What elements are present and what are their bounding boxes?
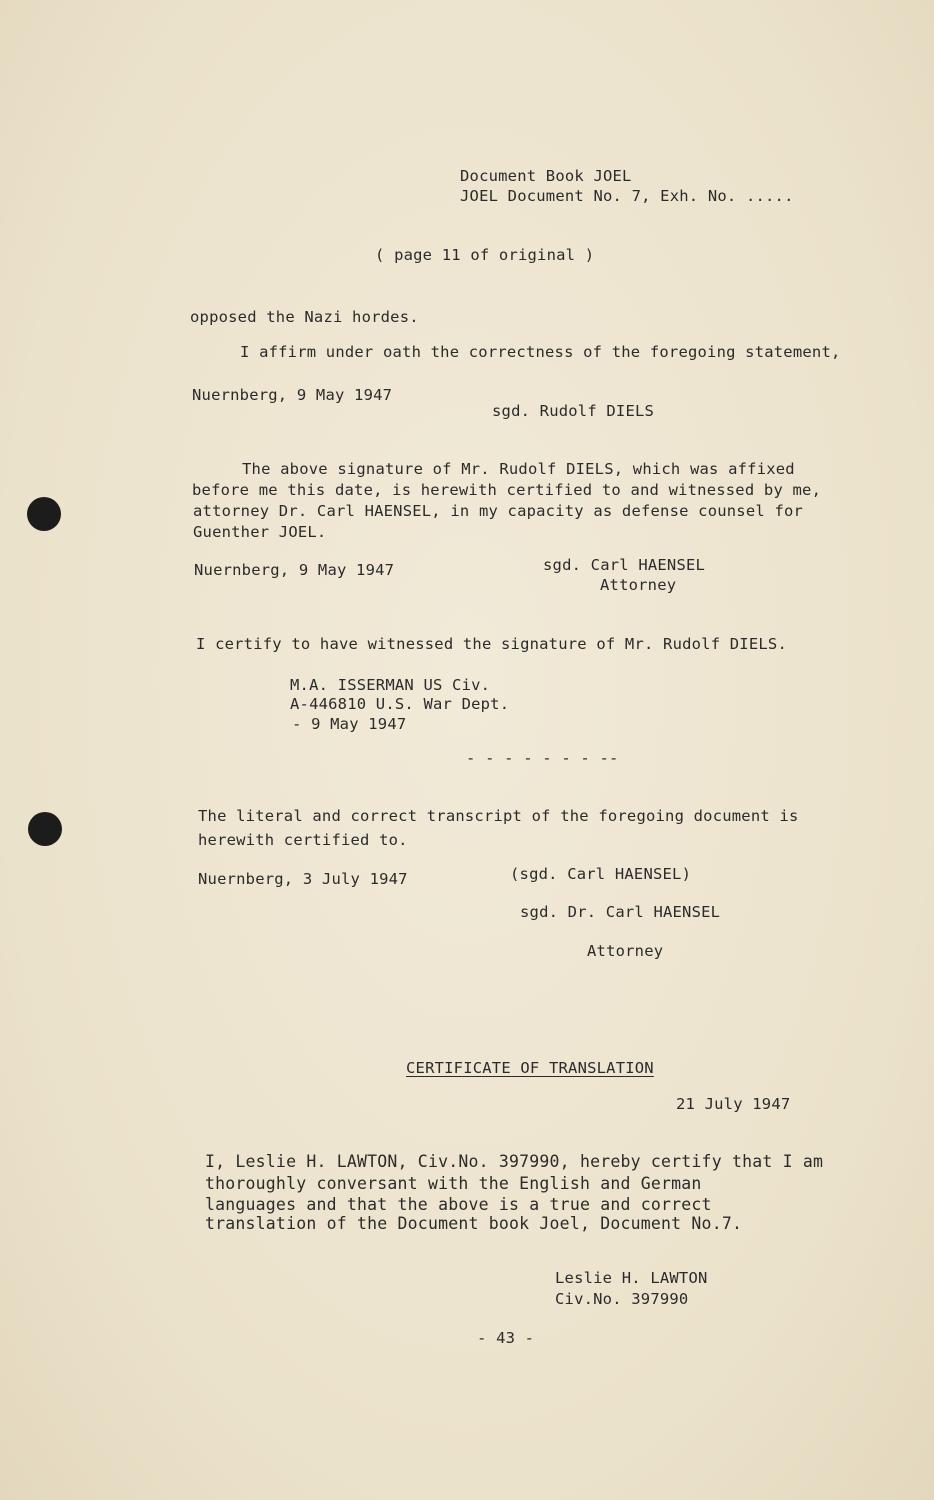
transcript-signature-paren: (sgd. Carl HAENSEL) (510, 865, 692, 883)
statement-affirmation: I affirm under oath the correctness of the foregoing statement, (240, 343, 841, 361)
transcript-signature: sgd. Dr. Carl HAENSEL (520, 903, 721, 921)
translation-line-4: translation of the Document book Joel, Document No.7. (205, 1214, 743, 1233)
punch-hole-bottom (28, 812, 62, 846)
translation-line-1: I, Leslie H. LAWTON, Civ.No. 397990, hereby certify that I am (205, 1152, 824, 1171)
header-doc-book: Document Book JOEL (460, 167, 632, 185)
certification-signature: sgd. Carl HAENSEL (543, 556, 706, 574)
certification-line-3: attorney Dr. Carl HAENSEL, in my capacity as defense counsel for (193, 502, 804, 520)
witness-statement: I certify to have witnessed the signature of Mr. Rudolf DIELS. (196, 635, 787, 653)
certification-line-2: before me this date, is herewith certified to and witnessed by me, (192, 481, 822, 499)
page-note: ( page 11 of original ) (375, 246, 595, 264)
signer-civ-number: Civ.No. 397990 (555, 1290, 689, 1308)
statement-closing-line: opposed the Nazi hordes. (190, 308, 419, 326)
certification-line-4: Guenther JOEL. (193, 523, 327, 541)
transcript-place-date: Nuernberg, 3 July 1947 (198, 870, 408, 888)
witness-line-2: A-446810 U.S. War Dept. (290, 695, 510, 713)
transcript-line-2: herewith certified to. (198, 831, 408, 849)
transcript-title: Attorney (587, 942, 664, 960)
page-number: - 43 - (477, 1329, 535, 1347)
translation-heading: CERTIFICATE OF TRANSLATION (406, 1059, 654, 1077)
header-doc-number: JOEL Document No. 7, Exh. No. ..... (460, 187, 794, 205)
certification-line-1: The above signature of Mr. Rudolf DIELS, which was affixed (242, 460, 795, 478)
statement-signature: sgd. Rudolf DIELS (492, 402, 655, 420)
statement-place-date: Nuernberg, 9 May 1947 (192, 386, 393, 404)
signer-name: Leslie H. LAWTON (555, 1269, 708, 1287)
translation-line-2: thoroughly conversant with the English and German (205, 1174, 702, 1193)
punch-hole-top (27, 497, 61, 531)
separator-dashes: - - - - - - - -- (466, 749, 619, 767)
witness-line-1: M.A. ISSERMAN US Civ. (290, 676, 491, 694)
translation-line-3: languages and that the above is a true and correct (205, 1195, 712, 1214)
translation-date: 21 July 1947 (676, 1095, 791, 1113)
witness-line-3: - 9 May 1947 (292, 715, 407, 733)
certification-title: Attorney (600, 576, 677, 594)
transcript-line-1: The literal and correct transcript of the foregoing document is (198, 807, 799, 825)
certification-place-date: Nuernberg, 9 May 1947 (194, 561, 395, 579)
